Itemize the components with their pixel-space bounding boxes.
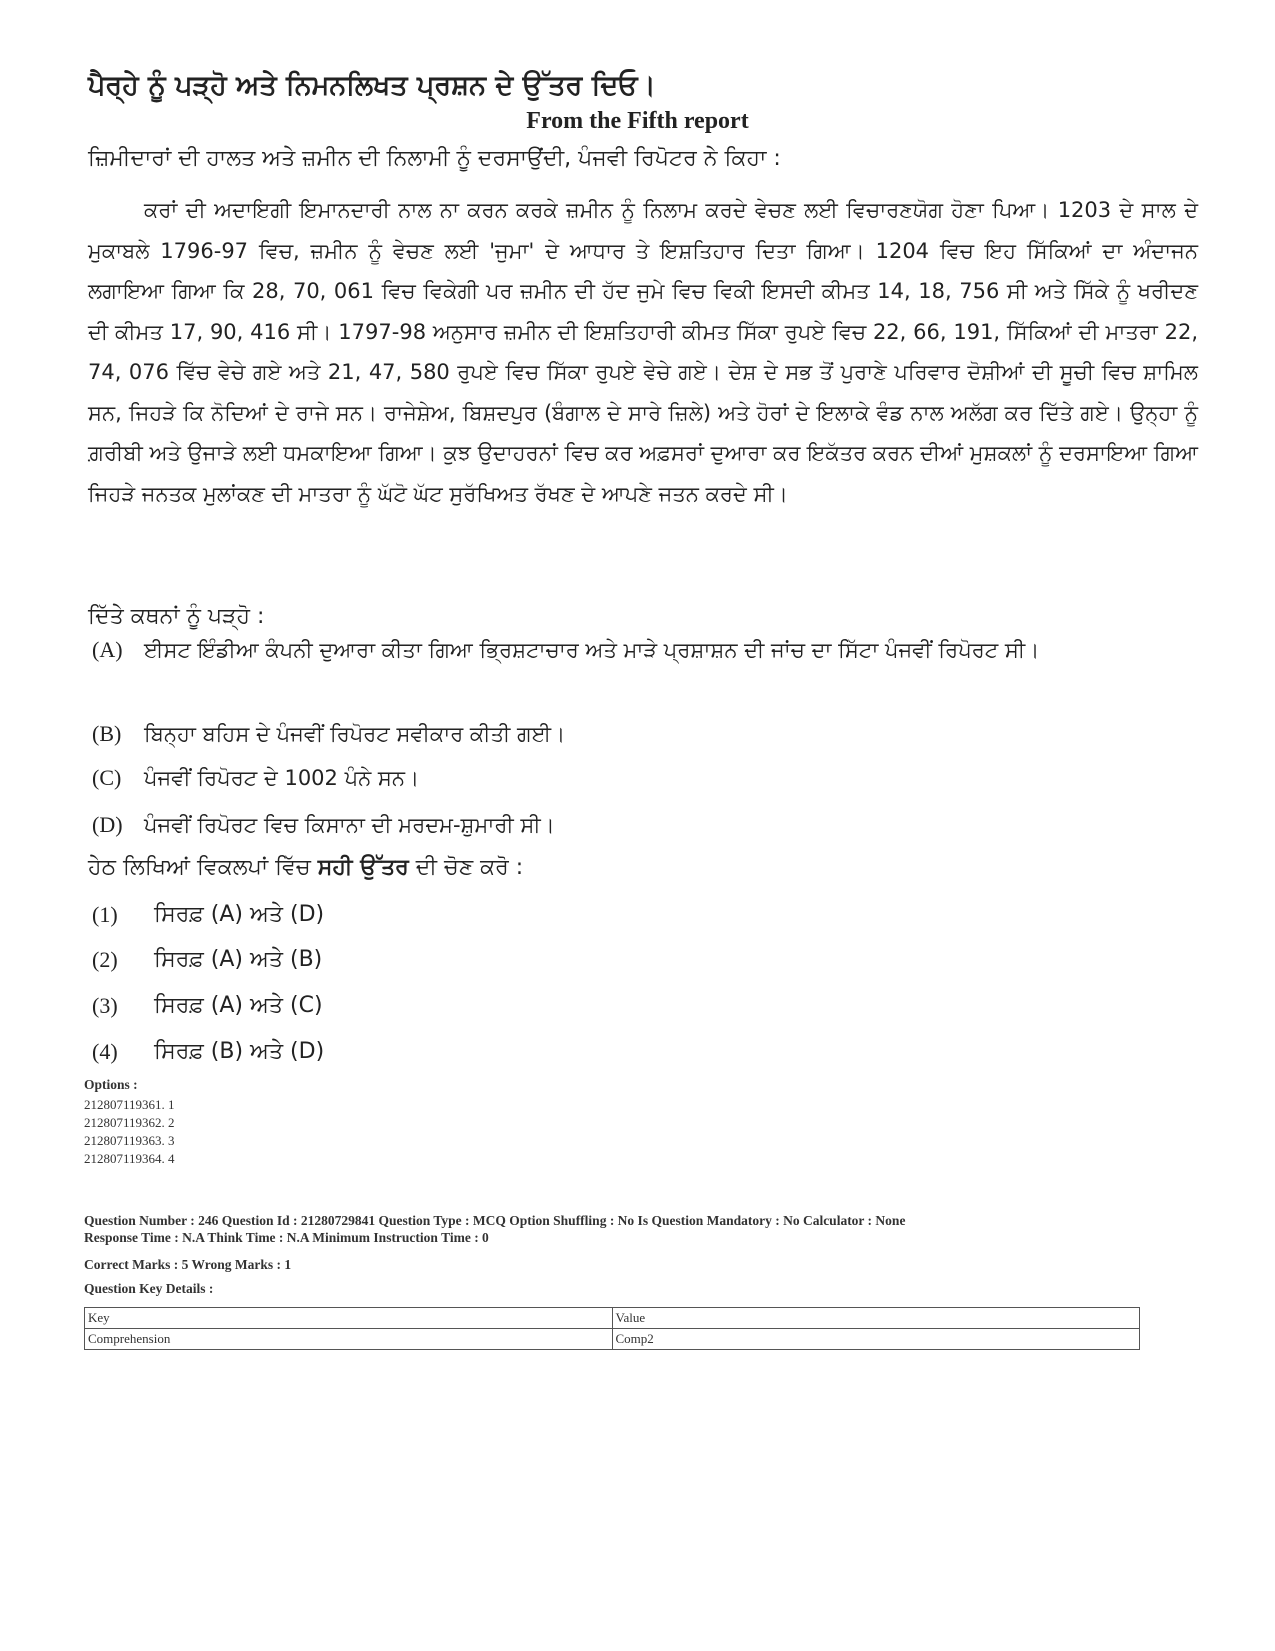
option-id: 212807119362. 2: [84, 1115, 175, 1130]
question-key-table: [84, 1307, 1140, 1350]
statement-a: [92, 630, 1202, 670]
marks-info: Correct Marks : 5 Wrong Marks : 1: [84, 1257, 292, 1272]
option-text: ਸਿਰਫ਼ (A) ਅਤੇ (C): [154, 993, 323, 1018]
option-id: 212807119364. 4: [84, 1151, 175, 1166]
option-text: ਸਿਰਫ਼ (B) ਅਤੇ (D): [154, 1039, 325, 1064]
passage-intro: ਜ਼ਿਮੀਦਾਰਾਂ ਦੀ ਹਾਲਤ ਅਤੇ ਜ਼ਮੀਨ ਦੀ ਨਿਲਾਮੀ ਨੂੰ ਦਰਸਾਉਂਦੀ, ਪੰਜਵੀ ਰਿਪੋਟਰ ਨੇ ਕਿਹਾ :: [88, 146, 781, 171]
choose-text-before: ਹੇਠ ਲਿਖਿਆਂ ਵਿਕਲਪਾਂ ਵਿੱਚ: [88, 855, 318, 880]
option-label: (2): [92, 947, 118, 972]
table-header-cell: Key: [85, 1308, 613, 1329]
option-text: ਸਿਰਫ਼ (A) ਅਤੇ (D): [154, 902, 325, 927]
answer-option-2[interactable]: [92, 947, 322, 973]
answer-option-1[interactable]: [92, 902, 324, 928]
key-details-title: Question Key Details :: [84, 1281, 214, 1296]
question-info-line1: Question Number : 246 Question Id : 21280729841 Question Type : MCQ Option Shuffling : No Is Question Mandatory : No Calculator : None: [84, 1213, 906, 1228]
statement-label: (A): [92, 637, 123, 662]
table-row: [85, 1329, 1140, 1350]
table-cell: Comp2: [612, 1329, 1140, 1350]
answer-option-3[interactable]: [92, 993, 323, 1019]
statement-label: (B): [92, 721, 122, 746]
option-label: (4): [92, 1039, 118, 1064]
statement-text: ਬਿਨ੍ਹਾ ਬਹਿਸ ਦੇ ਪੰਜਵੀਂ ਰਿਪੋਰਟ ਸਵੀਕਾਰ ਕੀਤੀ ਗਈ।: [144, 722, 566, 746]
passage-source-title: From the Fifth report: [526, 108, 749, 134]
statement-text: ਪੰਜਵੀਂ ਰਿਪੋਰਟ ਦੇ 1002 ਪੰਨੇ ਸਨ।: [144, 766, 420, 790]
statement-label: (C): [92, 765, 122, 790]
table-cell: Comprehension: [85, 1329, 613, 1350]
choose-instruction: [88, 855, 523, 880]
table-header-row: [85, 1308, 1140, 1329]
statement-b: [92, 714, 1202, 754]
answer-option-4[interactable]: [92, 1039, 324, 1065]
statement-label: (D): [92, 812, 123, 837]
statement-text: ਈਸਟ ਇੰਡੀਆ ਕੰਪਨੀ ਦੁਆਰਾ ਕੀਤਾ ਗਿਆ ਭ੍ਰਿਸ਼ਟਾਚਾਰ ਅਤੇ ਮਾੜੇ ਪ੍ਰਸ਼ਾਸ਼ਨ ਦੀ ਜਾਂਚ ਦਾ ਸਿੱਟਾ ਪੰਜਵੀਂ ਰਿਪੋਰਟ ਸੀ।: [144, 638, 1040, 662]
instruction-heading: ਪੈਰ੍ਹੇ ਨੂੰ ਪੜ੍ਹੋ ਅਤੇ ਨਿਮਨਲਿਖਤ ਪ੍ਰਸ਼ਨ ਦੇ ਉੱਤਰ ਦਿਓ।: [88, 70, 656, 101]
option-label: (1): [92, 902, 118, 927]
statements-prompt: ਦਿੱਤੇ ਕਥਨਾਂ ਨੂੰ ਪੜ੍ਹੋ :: [88, 604, 265, 629]
passage-text: ਕਰਾਂ ਦੀ ਅਦਾਇਗੀ ਇਮਾਨਦਾਰੀ ਨਾਲ ਨਾ ਕਰਨ ਕਰਕੇ ਜ਼ਮੀਨ ਨੂੰ ਨਿਲਾਮ ਕਰਦੇ ਵੇਚਣ ਲਈ ਵਿਚਾਰਣਯੋਗ ਹੋਣਾ ਪਿਆ। 1203 ਦੇ ਸਾਲ ਦੇ ਮੁਕਾਬਲੇ 1796-97 ਵਿਚ, ਜ਼ਮੀਨ ਨੂੰ ਵੇਚਣ ਲਈ 'ਜੁਮਾ' ਦੇ ਆਧਾਰ ਤੇ ਇਸ਼ਤਿਹਾਰ ਦਿਤਾ ਗਿਆ। 1204 ਵਿਚ ਇਹ ਸਿੱਕਿਆਂ ਦਾ ਅੰਦਾਜਨ ਲਗਾਇਆ ਗਿਆ ਕਿ 28, 70, 061 ਵਿਚ ਵਿਕੇਗੀ ਪਰ ਜ਼ਮੀਨ ਦੀ ਹੱਦ ਜੁਮੇ ਵਿਚ ਵਿਕੀ ਇਸਦੀ ਕੀਮਤ 14, 18, 756 ਸੀ ਅਤੇ ਸਿੱਕੇ ਨੂੰ ਖਰੀਦਣ ਦੀ ਕੀਮਤ 17, 90, 416 ਸੀ। 1797-98 ਅਨੁਸਾਰ ਜ਼ਮੀਨ ਦੀ ਇਸ਼ਤਿਹਾਰੀ ਕੀਮਤ ਸਿੱਕਾ ਰੁਪਏ ਵਿਚ 22, 66, 191, ਸਿੱਕਿਆਂ ਦੀ ਮਾਤਰਾ 22, 74, 076 ਵਿੱਚ ਵੇਚੇ ਗਏ ਅਤੇ 21, 47, 580 ਰੁਪਏ ਵਿਚ ਸਿੱਕਾ ਰੁਪਏ ਵੇਚੇ ਗਏ। ਦੇਸ਼ ਦੇ ਸਭ ਤੋਂ ਪੁਰਾਣੇ ਪਰਿਵਾਰ ਦੋਸ਼ੀਆਂ ਦੀ ਸੂਚੀ ਵਿਚ ਸ਼ਾਮਿਲ ਸਨ, ਜਿਹੜੇ ਕਿ ਨੋਦਿਆਂ ਦੇ ਰਾਜੇ ਸਨ। ਰਾਜੇਸ਼ੇਅ, ਬਿਸ਼ਦਪੁਰ (ਬੰਗਾਲ ਦੇ ਸਾਰੇ ਜ਼ਿਲੇ) ਅਤੇ ਹੋਰਾਂ ਦੇ ਇਲਾਕੇ ਵੰਡ ਨਾਲ ਅਲੱਗ ਕਰ ਦਿੱਤੇ ਗਏ। ਉਨ੍ਹਾ ਨੂੰ ਗ਼ਰੀਬੀ ਅਤੇ ਉਜਾੜੇ ਲਈ ਧਮਕਾਇਆ ਗਿਆ। ਕੁਝ ਉਦਾਹਰਨਾਂ ਵਿਚ ਕਰ ਅਫ਼ਸਰਾਂ ਦੁਆਰਾ ਕਰ ਇਕੱਤਰ ਕਰਨ ਦੀਆਂ ਮੁਸ਼ਕਲਾਂ ਨੂੰ ਦਰਸਾਇਆ ਗਿਆ ਜਿਹੜੇ ਜਨਤਕ ਮੁਲਾਂਕਣ ਦੀ ਮਾਤਰਾ ਨੂੰ ਘੱਟੋ ਘੱਟ ਸੁਰੱਖਿਅਤ ਰੱਖਣ ਦੇ ਆਪਣੇ ਜਤਨ ਕਰਦੇ ਸੀ।: [88, 198, 1198, 506]
table-header-cell: Value: [612, 1308, 1140, 1329]
options-title: Options :: [84, 1077, 138, 1092]
statement-c: [92, 758, 1202, 798]
choose-text-bold: ਸਹੀ ਉੱਤਰ: [317, 855, 409, 880]
option-text: ਸਿਰਫ਼ (A) ਅਤੇ (B): [154, 947, 323, 972]
statement-text: ਪੰਜਵੀਂ ਰਿਪੋਰਟ ਵਿਚ ਕਿਸਾਨਾ ਦੀ ਮਰਦਮ-ਸ਼ੁਮਾਰੀ ਸੀ।: [144, 813, 555, 837]
option-id: 212807119361. 1: [84, 1097, 175, 1112]
statement-d: [92, 805, 1202, 845]
option-id: 212807119363. 3: [84, 1133, 175, 1148]
option-label: (3): [92, 993, 118, 1018]
choose-text-after: ਦੀ ਚੋਣ ਕਰੋ :: [408, 855, 524, 880]
question-info-line2: Response Time : N.A Think Time : N.A Minimum Instruction Time : 0: [84, 1230, 489, 1245]
